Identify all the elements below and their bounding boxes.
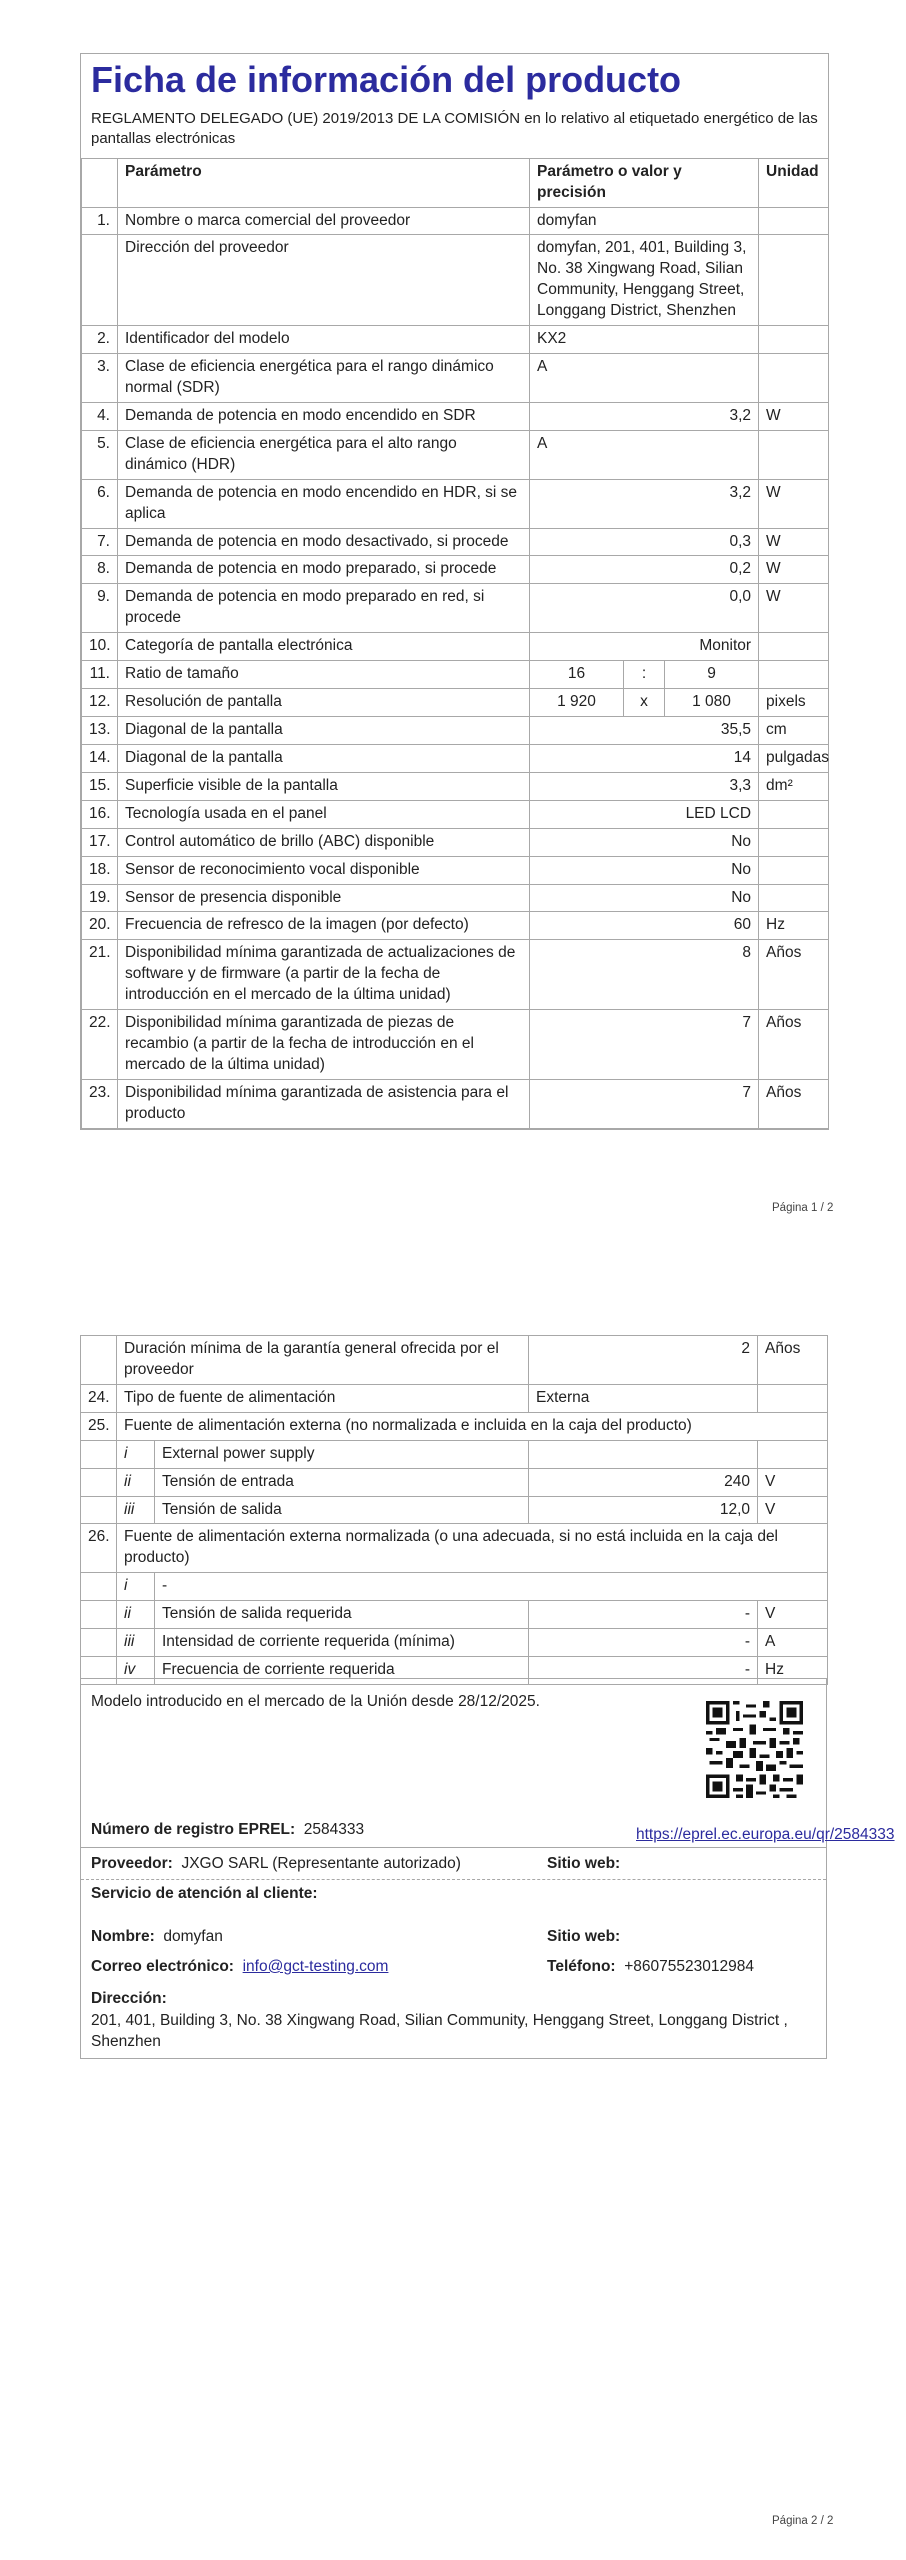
table-row — [82, 940, 829, 1010]
row-unit: W — [759, 584, 829, 633]
row-number — [81, 1440, 117, 1468]
row-number — [81, 1629, 117, 1657]
customer-service-heading — [91, 1885, 318, 1903]
row-value: A — [530, 354, 759, 403]
row-value: 14 — [530, 744, 759, 772]
row-parameter: Sensor de reconocimiento vocal disponible — [118, 856, 530, 884]
supplier-name: JXGO SARL (Representante autorizado) — [181, 1855, 461, 1872]
row-unit — [759, 800, 829, 828]
product-info-sheet-page-2 — [80, 1335, 827, 1685]
table-row — [82, 556, 829, 584]
website-label: Sitio web: — [547, 1855, 621, 1872]
row-parameter: Ratio de tamaño — [118, 661, 530, 689]
row-parameter: Demanda de potencia en modo encendido en SDR — [118, 402, 530, 430]
row-number: 21. — [82, 940, 118, 1010]
address-label-line — [91, 1990, 167, 2008]
divider — [81, 1847, 826, 1848]
row-value: A — [530, 430, 759, 479]
row-parameter: External power supply — [155, 1440, 529, 1468]
table-row — [81, 1496, 828, 1524]
row-number: 22. — [82, 1010, 118, 1080]
table-row — [82, 661, 829, 689]
email-link[interactable]: info@gct-testing.com — [242, 1958, 389, 1975]
name-label: Nombre: — [91, 1928, 155, 1945]
row-number: 25. — [81, 1412, 117, 1440]
row-number: 17. — [82, 828, 118, 856]
table-row — [81, 1468, 828, 1496]
header-parameter: Parámetro — [118, 159, 530, 207]
row-unit — [759, 235, 829, 326]
table-row — [82, 716, 829, 744]
service-phone — [547, 1958, 754, 1976]
page-number-1: Página 1 / 2 — [772, 1202, 834, 1214]
ratio-width: 16 — [530, 661, 624, 689]
row-parameter: Diagonal de la pantalla — [118, 716, 530, 744]
row-unit: Años — [759, 940, 829, 1010]
table-row — [81, 1601, 828, 1629]
table-row — [82, 744, 829, 772]
row-number: 23. — [82, 1079, 118, 1128]
row-number: 13. — [82, 716, 118, 744]
table-row — [82, 354, 829, 403]
row-number: 16. — [82, 800, 118, 828]
row-value: 7 — [530, 1010, 759, 1080]
resolution-height: 1 080 — [665, 689, 759, 717]
table-row — [82, 528, 829, 556]
row-value: - — [529, 1629, 758, 1657]
row-value: domyfan — [530, 207, 759, 235]
row-value — [529, 1440, 758, 1468]
row-unit: V — [758, 1601, 828, 1629]
table-header-row — [82, 159, 829, 207]
row-subindex: i — [117, 1573, 155, 1601]
name-value: domyfan — [163, 1928, 223, 1945]
row-number: 4. — [82, 402, 118, 430]
row-value: 12,0 — [529, 1496, 758, 1524]
row-parameter: Sensor de presencia disponible — [118, 884, 530, 912]
row-parameter: Categoría de pantalla electrónica — [118, 633, 530, 661]
address-value: 201, 401, Building 3, No. 38 Xingwang Road, Silian Community, Henggang Street, Longgang District , Shenzhen — [91, 2012, 788, 2050]
eprel-registration — [91, 1821, 364, 1839]
row-number: 19. — [82, 884, 118, 912]
row-unit: V — [758, 1496, 828, 1524]
ratio-height: 9 — [665, 661, 759, 689]
row-parameter: Frecuencia de refresco de la imagen (por defecto) — [118, 912, 530, 940]
row-value: - — [529, 1657, 758, 1685]
row-parameter: Clase de eficiencia energética para el alto rango dinámico (HDR) — [118, 430, 530, 479]
row-unit — [759, 207, 829, 235]
row-number: 1. — [82, 207, 118, 235]
row-unit: pulgadas — [759, 744, 829, 772]
row-unit — [759, 633, 829, 661]
row-value: LED LCD — [530, 800, 759, 828]
row-subindex: iii — [117, 1496, 155, 1524]
resolution-width: 1 920 — [530, 689, 624, 717]
row-value: 240 — [529, 1468, 758, 1496]
divider-dashed — [81, 1879, 826, 1880]
phone-label: Teléfono: — [547, 1958, 616, 1975]
row-parameter: Disponibilidad mínima garantizada de actualizaciones de software y de firmware (a partir de la fecha de introducción en el mercado de la última unidad) — [118, 940, 530, 1010]
row-parameter: Fuente de alimentación externa (no normalizada e incluida en la caja del producto) — [117, 1412, 828, 1440]
row-unit: Años — [759, 1010, 829, 1080]
row-value: 3,2 — [530, 402, 759, 430]
table-row — [81, 1440, 828, 1468]
table-row — [82, 912, 829, 940]
row-value: 35,5 — [530, 716, 759, 744]
row-number: 12. — [82, 689, 118, 717]
row-parameter: Duración mínima de la garantía general ofrecida por el proveedor — [117, 1336, 529, 1385]
row-number: 14. — [82, 744, 118, 772]
row-number — [82, 235, 118, 326]
row-unit — [759, 828, 829, 856]
table-row — [82, 633, 829, 661]
row-unit: pixels — [759, 689, 829, 717]
row-value: Monitor — [530, 633, 759, 661]
resolution-separator: x — [624, 689, 665, 717]
table-row — [81, 1412, 828, 1440]
row-parameter: Demanda de potencia en modo preparado, si procede — [118, 556, 530, 584]
row-parameter: Fuente de alimentación externa normalizada (o una adecuada, si no está incluida en la caja del producto) — [117, 1524, 828, 1573]
row-parameter: Dirección del proveedor — [118, 235, 530, 326]
table-row — [82, 689, 829, 717]
row-number — [81, 1336, 117, 1385]
row-value: 0,0 — [530, 584, 759, 633]
row-value: 7 — [530, 1079, 759, 1128]
supplier-website — [547, 1855, 620, 1873]
table-row — [82, 772, 829, 800]
table-row — [82, 1010, 829, 1080]
header-number — [82, 159, 118, 207]
market-date-text: Modelo introducido en el mercado de la Unión desde 28/12/2025. — [91, 1693, 540, 1710]
row-unit — [759, 354, 829, 403]
row-subindex: ii — [117, 1468, 155, 1496]
row-parameter: Tensión de salida — [155, 1496, 529, 1524]
table-row — [81, 1524, 828, 1573]
row-parameter: - — [155, 1573, 828, 1601]
row-parameter: Frecuencia de corriente requerida — [155, 1657, 529, 1685]
row-value: 60 — [530, 912, 759, 940]
phone-value: +86075523012984 — [624, 1958, 754, 1975]
row-parameter: Disponibilidad mínima garantizada de piezas de recambio (a partir de la fecha de introducción en el mercado de la última unidad) — [118, 1010, 530, 1080]
customer-service-heading-text: Servicio de atención al cliente: — [91, 1885, 318, 1902]
row-number — [81, 1468, 117, 1496]
row-parameter: Demanda de potencia en modo desactivado, si procede — [118, 528, 530, 556]
product-info-sheet-page-1 — [80, 53, 829, 1130]
row-unit: W — [759, 528, 829, 556]
service-website — [547, 1928, 620, 1946]
header-unit: Unidad — [759, 159, 829, 207]
row-unit: W — [759, 479, 829, 528]
row-parameter: Tensión de salida requerida — [155, 1601, 529, 1629]
row-number: 2. — [82, 326, 118, 354]
table-row — [82, 235, 829, 326]
row-unit: Hz — [759, 912, 829, 940]
table-row — [82, 207, 829, 235]
row-unit — [759, 856, 829, 884]
table-row — [82, 884, 829, 912]
row-parameter: Demanda de potencia en modo encendido en HDR, si se aplica — [118, 479, 530, 528]
row-parameter: Tensión de entrada — [155, 1468, 529, 1496]
row-value: domyfan, 201, 401, Building 3, No. 38 Xingwang Road, Silian Community, Henggang Street, Longgang District, Shenzhen — [530, 235, 759, 326]
table-row — [82, 1079, 829, 1128]
table-row — [81, 1384, 828, 1412]
row-subindex: ii — [117, 1601, 155, 1629]
service-email — [91, 1958, 388, 1976]
row-unit: cm — [759, 716, 829, 744]
row-parameter: Clase de eficiencia energética para el rango dinámico normal (SDR) — [118, 354, 530, 403]
row-number: 9. — [82, 584, 118, 633]
parameters-table — [81, 159, 829, 1129]
row-number: 18. — [82, 856, 118, 884]
row-number: 5. — [82, 430, 118, 479]
table-row — [82, 800, 829, 828]
page-title: Ficha de información del producto — [91, 59, 682, 100]
row-parameter: Diagonal de la pantalla — [118, 744, 530, 772]
row-value: No — [530, 828, 759, 856]
row-unit — [758, 1440, 828, 1468]
row-parameter: Nombre o marca comercial del proveedor — [118, 207, 530, 235]
row-unit — [759, 661, 829, 689]
table-row — [82, 828, 829, 856]
table-row — [82, 479, 829, 528]
row-unit: W — [759, 402, 829, 430]
row-value: Externa — [529, 1384, 758, 1412]
website2-label: Sitio web: — [547, 1928, 621, 1945]
row-unit: A — [758, 1629, 828, 1657]
row-number: 24. — [81, 1384, 117, 1412]
row-unit: dm² — [759, 772, 829, 800]
row-number — [81, 1573, 117, 1601]
table-row — [82, 430, 829, 479]
row-number — [81, 1496, 117, 1524]
table-row — [82, 402, 829, 430]
table-row — [82, 856, 829, 884]
supplier-label: Proveedor: — [91, 1855, 173, 1872]
row-number: 10. — [82, 633, 118, 661]
address-label: Dirección: — [91, 1990, 167, 2007]
row-unit — [758, 1384, 828, 1412]
row-unit — [759, 430, 829, 479]
row-value: 0,2 — [530, 556, 759, 584]
row-number: 11. — [82, 661, 118, 689]
table-row — [81, 1629, 828, 1657]
eprel-info-box — [80, 1678, 895, 2059]
row-subindex: iii — [117, 1629, 155, 1657]
row-value: 3,3 — [530, 772, 759, 800]
eprel-number: 2584333 — [303, 1821, 365, 1838]
row-unit: Años — [759, 1079, 829, 1128]
table-row — [82, 326, 829, 354]
row-parameter: Disponibilidad mínima garantizada de asistencia para el producto — [118, 1079, 530, 1128]
row-parameter: Control automático de brillo (ABC) disponible — [118, 828, 530, 856]
eprel-link[interactable]: https://eprel.ec.europa.eu/qr/2584333 — [636, 1826, 895, 1843]
ratio-separator: : — [624, 661, 665, 689]
row-unit: Años — [758, 1336, 828, 1385]
power-supply-table — [80, 1335, 828, 1685]
row-parameter: Tecnología usada en el panel — [118, 800, 530, 828]
row-unit — [759, 326, 829, 354]
row-value: KX2 — [530, 326, 759, 354]
row-subindex: iv — [117, 1657, 155, 1685]
table-row — [81, 1336, 828, 1385]
email-label: Correo electrónico: — [91, 1958, 234, 1975]
row-value: No — [530, 884, 759, 912]
row-parameter: Tipo de fuente de alimentación — [117, 1384, 529, 1412]
row-unit: Hz — [758, 1657, 828, 1685]
row-value: 3,2 — [530, 479, 759, 528]
row-number: 20. — [82, 912, 118, 940]
eprel-label: Número de registro EPREL: — [91, 1821, 296, 1838]
regulation-subtitle: REGLAMENTO DELEGADO (UE) 2019/2013 DE LA COMISIÓN en lo relativo al etiquetado energético de las pantallas electrónicas — [81, 103, 828, 159]
row-number: 8. — [82, 556, 118, 584]
row-number: 3. — [82, 354, 118, 403]
row-unit — [759, 884, 829, 912]
row-unit: V — [758, 1468, 828, 1496]
header-value: Parámetro o valor y precisión — [530, 159, 759, 207]
row-parameter: Resolución de pantalla — [118, 689, 530, 717]
row-value: - — [529, 1601, 758, 1629]
supplier-line — [91, 1855, 461, 1873]
row-value: 8 — [530, 940, 759, 1010]
row-unit: W — [759, 556, 829, 584]
row-value: 0,3 — [530, 528, 759, 556]
row-number: 6. — [82, 479, 118, 528]
row-subindex: i — [117, 1440, 155, 1468]
row-parameter: Demanda de potencia en modo preparado en red, si procede — [118, 584, 530, 633]
row-number: 7. — [82, 528, 118, 556]
row-parameter: Identificador del modelo — [118, 326, 530, 354]
row-number: 26. — [81, 1524, 117, 1573]
row-parameter: Superficie visible de la pantalla — [118, 772, 530, 800]
service-name — [91, 1928, 223, 1946]
page-number-2: Página 2 / 2 — [772, 2515, 834, 2527]
table-row — [82, 584, 829, 633]
row-value: 2 — [529, 1336, 758, 1385]
row-number: 15. — [82, 772, 118, 800]
qr-code-icon[interactable] — [706, 1701, 803, 1798]
row-number — [81, 1601, 117, 1629]
row-value: No — [530, 856, 759, 884]
table-row — [81, 1573, 828, 1601]
row-parameter: Intensidad de corriente requerida (mínima) — [155, 1629, 529, 1657]
